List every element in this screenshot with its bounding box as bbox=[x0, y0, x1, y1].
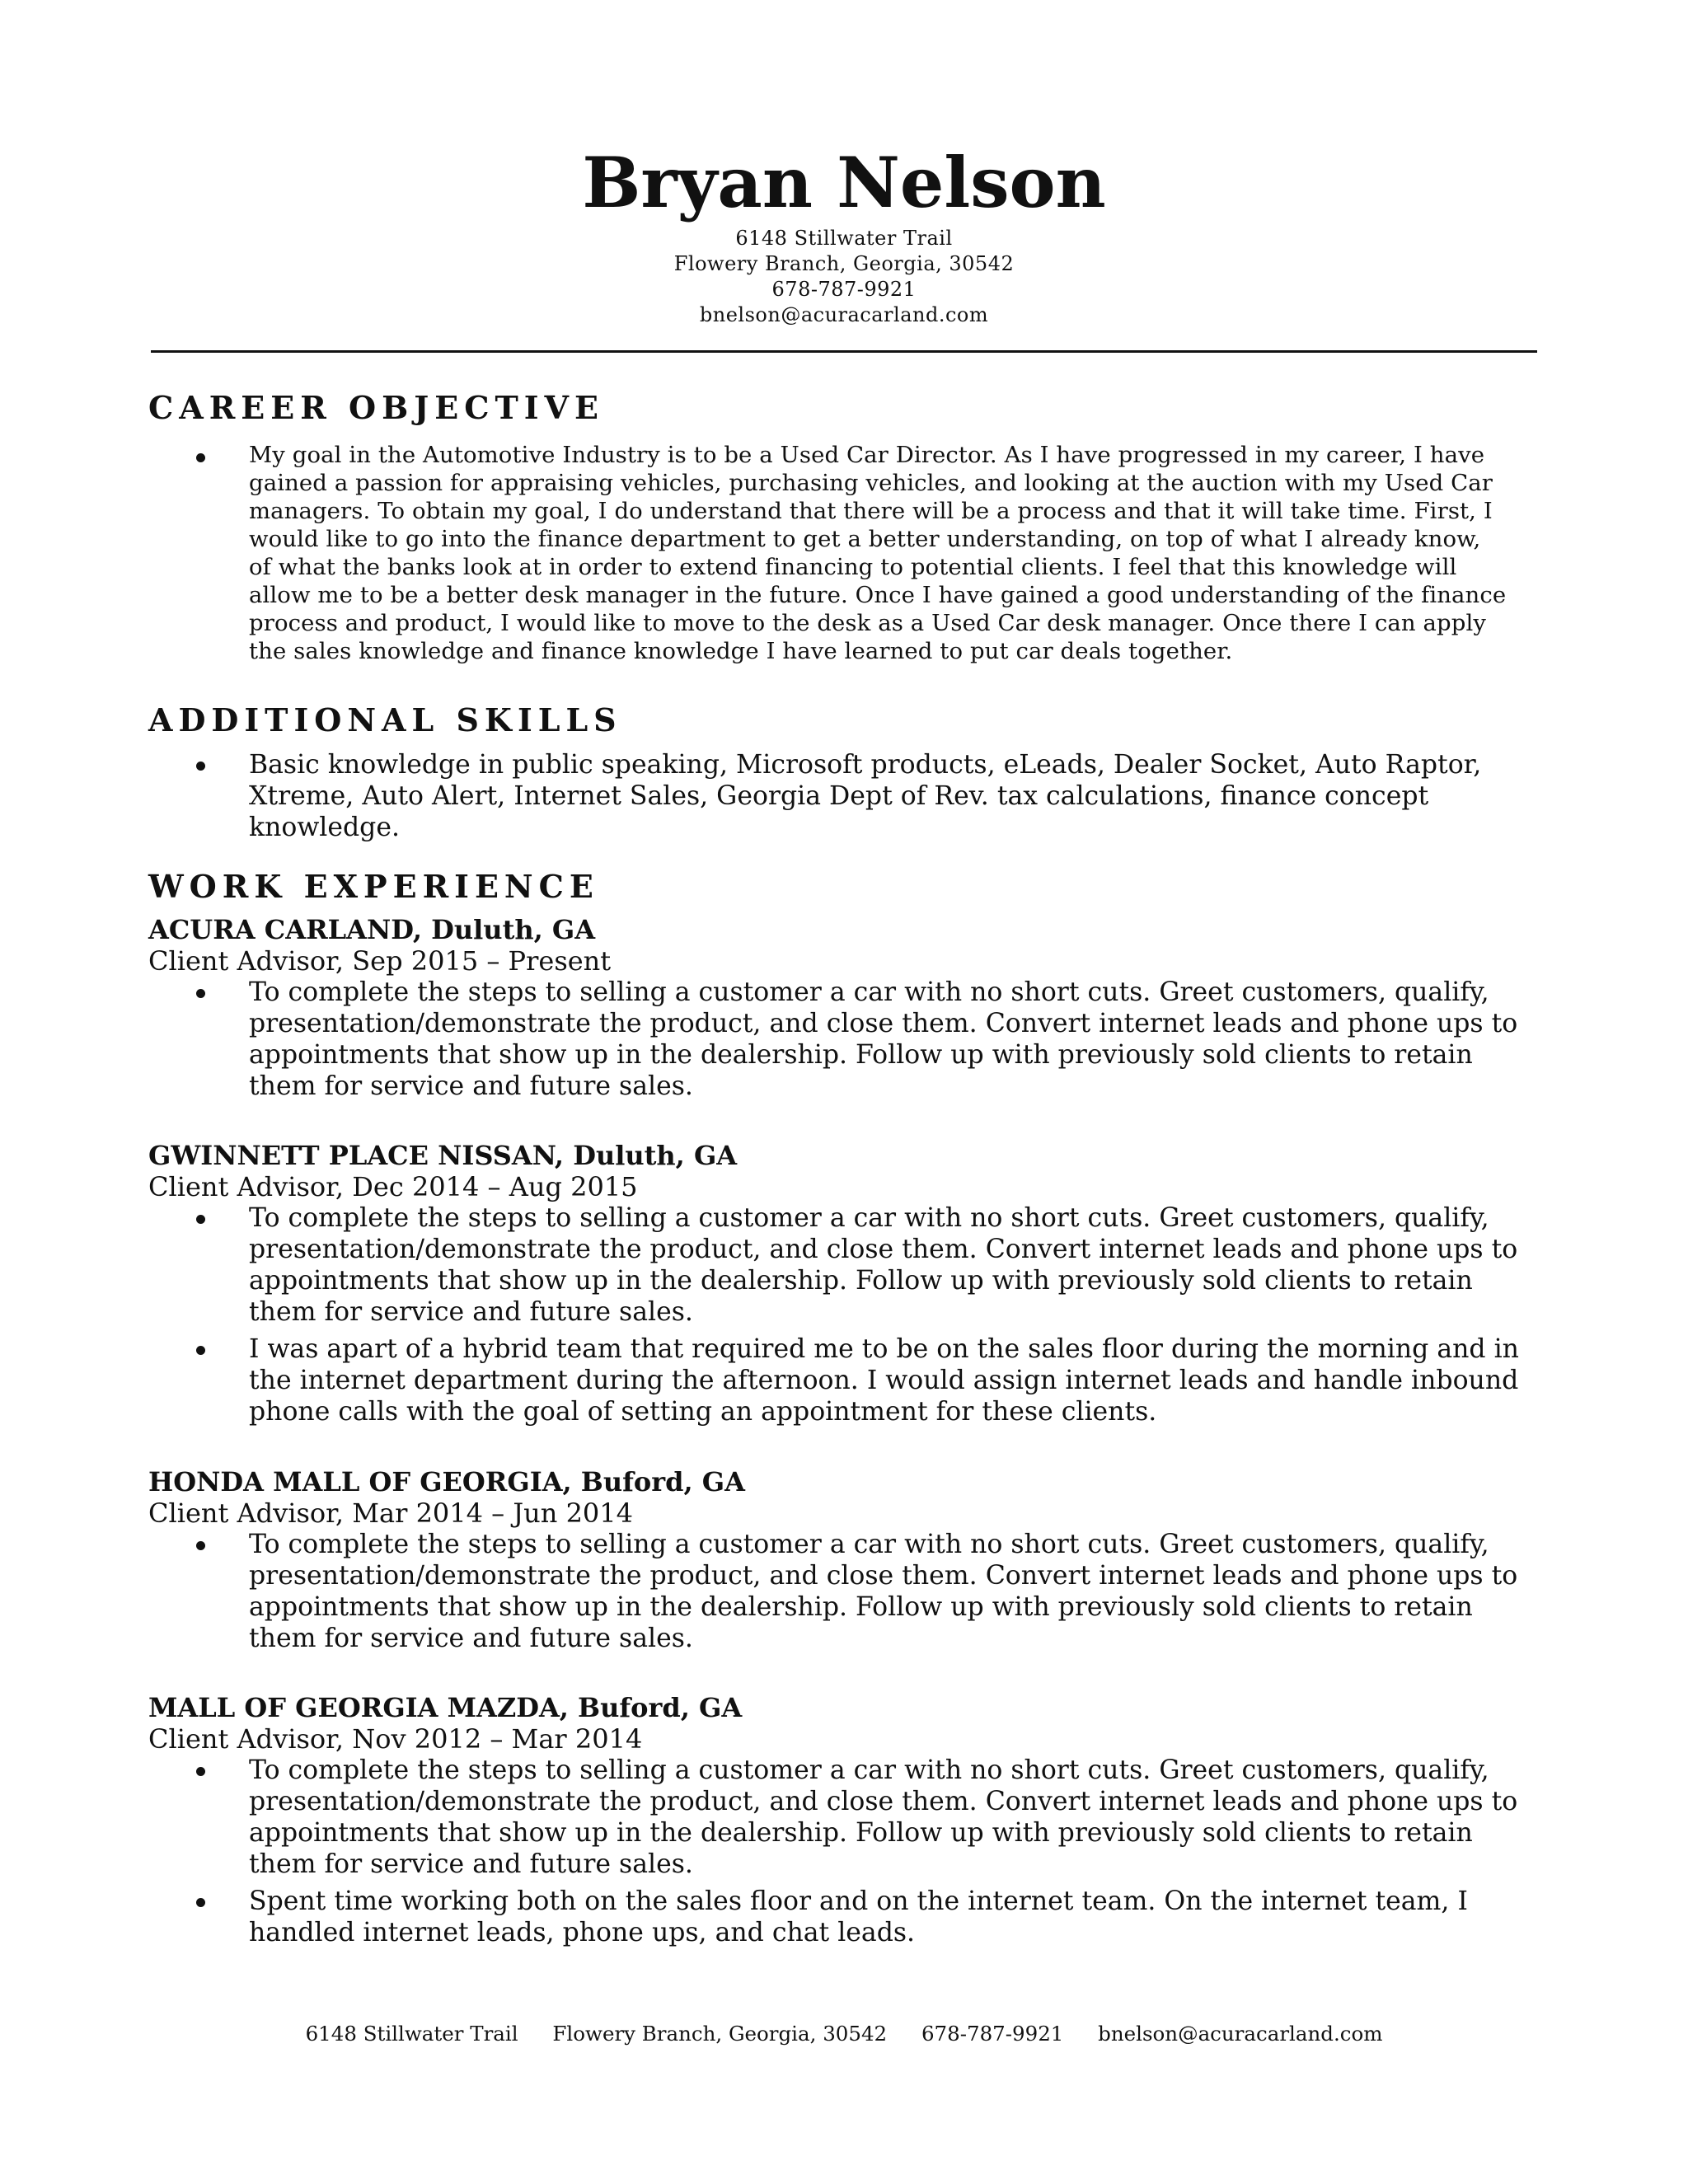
text-line: managers. To obtain my goal, I do understand that there will be a process and that it will take time. First, I bbox=[249, 498, 1493, 524]
list-item bbox=[148, 1886, 1541, 1948]
text-line: appointments that show up in the dealership. Follow up with previously sold clients to retain bbox=[249, 1818, 1473, 1848]
job-duties-list bbox=[148, 1202, 1541, 1427]
page-footer bbox=[0, 2021, 1688, 2047]
job-entry bbox=[148, 1466, 1541, 1654]
list-item bbox=[148, 1529, 1541, 1654]
job-company: GWINNETT PLACE NISSAN, Duluth, GA bbox=[148, 1140, 738, 1171]
text-line: presentation/demonstrate the product, and close them. Convert internet leads and phone ups to bbox=[249, 1235, 1518, 1264]
text-line: My goal in the Automotive Industry is to be a Used Car Director. As I have progressed in my career, I have bbox=[249, 442, 1485, 468]
text-line: phone calls with the goal of setting an appointment for these clients. bbox=[249, 1397, 1157, 1427]
job-role: Client Advisor, Sep 2015 – Present bbox=[148, 945, 612, 977]
text-line: the internet department during the afternoon. I would assign internet leads and handle inbound bbox=[249, 1366, 1519, 1395]
text-line: I was apart of a hybrid team that required me to be on the sales floor during the morning and in bbox=[249, 1334, 1519, 1364]
job-company: HONDA MALL OF GEORGIA, Buford, GA bbox=[148, 1466, 745, 1497]
job-entry bbox=[148, 914, 1541, 1102]
career-objective-list bbox=[148, 441, 1541, 665]
bullet-icon bbox=[196, 989, 205, 998]
resume-body bbox=[148, 387, 1541, 1948]
text-line: To complete the steps to selling a customer a car with no short cuts. Greet customers, qualify, bbox=[249, 1203, 1489, 1233]
bullet-icon bbox=[196, 453, 205, 462]
section-heading-career-objective: CAREER OBJECTIVE bbox=[148, 389, 604, 426]
list-item bbox=[148, 1202, 1541, 1328]
text-line: To complete the steps to selling a customer a car with no short cuts. Greet customers, qualify, bbox=[249, 1755, 1489, 1785]
list-item bbox=[148, 977, 1541, 1102]
job-entry bbox=[148, 1692, 1541, 1948]
text-line: appointments that show up in the dealership. Follow up with previously sold clients to retain bbox=[249, 1040, 1473, 1070]
list-item bbox=[148, 1755, 1541, 1880]
work-experience-section bbox=[148, 866, 1541, 1948]
additional-skills-section bbox=[148, 700, 1541, 843]
text-line: presentation/demonstrate the product, and close them. Convert internet leads and phone ups to bbox=[249, 1787, 1518, 1816]
text-line: To complete the steps to selling a customer a car with no short cuts. Greet customers, qualify, bbox=[249, 977, 1489, 1007]
text-line: knowledge. bbox=[249, 813, 401, 842]
footer-phone: 678-787-9921 bbox=[921, 2022, 1064, 2046]
text-line: them for service and future sales. bbox=[249, 1849, 693, 1879]
text-line: Basic knowledge in public speaking, Microsoft products, eLeads, Dealer Socket, Auto Raptor, bbox=[249, 750, 1482, 780]
text-line: appointments that show up in the dealership. Follow up with previously sold clients to retain bbox=[249, 1592, 1473, 1622]
career-objective-section bbox=[148, 387, 1541, 665]
text-line: gained a passion for appraising vehicles, purchasing vehicles, and looking at the auction with my Used Car bbox=[249, 470, 1493, 496]
list-item bbox=[148, 1333, 1541, 1427]
list-item bbox=[148, 749, 1541, 843]
section-heading-additional-skills: ADDITIONAL SKILLS bbox=[148, 701, 622, 738]
bullet-icon bbox=[196, 1215, 205, 1224]
contact-email: bnelson@acuracarland.com bbox=[699, 303, 989, 326]
text-line: them for service and future sales. bbox=[249, 1071, 693, 1101]
job-company: MALL OF GEORGIA MAZDA, Buford, GA bbox=[148, 1692, 743, 1723]
header-divider bbox=[151, 350, 1537, 353]
bullet-icon bbox=[196, 1541, 205, 1550]
text-line: them for service and future sales. bbox=[249, 1297, 693, 1327]
footer-email: bnelson@acuracarland.com bbox=[1098, 2022, 1383, 2046]
bullet-icon bbox=[196, 762, 205, 771]
bullet-icon bbox=[196, 1346, 205, 1355]
text-line: process and product, I would like to move to the desk as a Used Car desk manager. Once there I can apply bbox=[249, 610, 1486, 636]
text-line: appointments that show up in the dealership. Follow up with previously sold clients to retain bbox=[249, 1266, 1473, 1296]
text-line: presentation/demonstrate the product, and close them. Convert internet leads and phone ups to bbox=[249, 1009, 1518, 1038]
contact-city: Flowery Branch, Georgia, 30542 bbox=[673, 252, 1015, 275]
footer-city: Flowery Branch, Georgia, 30542 bbox=[552, 2022, 888, 2046]
job-role: Client Advisor, Dec 2014 – Aug 2015 bbox=[148, 1171, 638, 1202]
text-line: of what the banks look at in order to extend financing to potential clients. I feel that this knowledge will bbox=[249, 554, 1457, 580]
job-duties-list bbox=[148, 1755, 1541, 1948]
job-entry bbox=[148, 1140, 1541, 1427]
text-line: Xtreme, Auto Alert, Internet Sales, Georgia Dept of Rev. tax calculations, finance concept bbox=[249, 781, 1429, 811]
job-duties-list bbox=[148, 1529, 1541, 1654]
job-role: Client Advisor, Mar 2014 – Jun 2014 bbox=[148, 1497, 633, 1529]
bullet-icon bbox=[196, 1767, 205, 1776]
text-line: the sales knowledge and finance knowledge I have learned to put car deals together. bbox=[249, 638, 1233, 664]
text-line: handled internet leads, phone ups, and chat leads. bbox=[249, 1918, 916, 1947]
additional-skills-list bbox=[148, 749, 1541, 843]
text-line: them for service and future sales. bbox=[249, 1624, 693, 1653]
footer-address: 6148 Stillwater Trail bbox=[305, 2022, 518, 2046]
contact-phone: 678-787-9921 bbox=[771, 278, 917, 301]
text-line: would like to go into the finance department to get a better understanding, on top of what I already know, bbox=[249, 526, 1481, 552]
list-item bbox=[148, 441, 1541, 665]
text-line: presentation/demonstrate the product, and close them. Convert internet leads and phone ups to bbox=[249, 1561, 1518, 1591]
job-company: ACURA CARLAND, Duluth, GA bbox=[148, 914, 596, 945]
resume-header bbox=[0, 140, 1688, 328]
text-line: allow me to be a better desk manager in the future. Once I have gained a good understanding of the finance bbox=[249, 582, 1507, 608]
candidate-name: Bryan Nelson bbox=[582, 142, 1106, 223]
bullet-icon bbox=[196, 1898, 205, 1907]
text-line: To complete the steps to selling a customer a car with no short cuts. Greet customers, qualify, bbox=[249, 1530, 1489, 1559]
job-duties-list bbox=[148, 977, 1541, 1102]
section-heading-work-experience: WORK EXPERIENCE bbox=[148, 868, 599, 905]
job-role: Client Advisor, Nov 2012 – Mar 2014 bbox=[148, 1723, 643, 1755]
contact-address: 6148 Stillwater Trail bbox=[735, 227, 953, 250]
text-line: Spent time working both on the sales floor and on the internet team. On the internet team, I bbox=[249, 1886, 1468, 1916]
